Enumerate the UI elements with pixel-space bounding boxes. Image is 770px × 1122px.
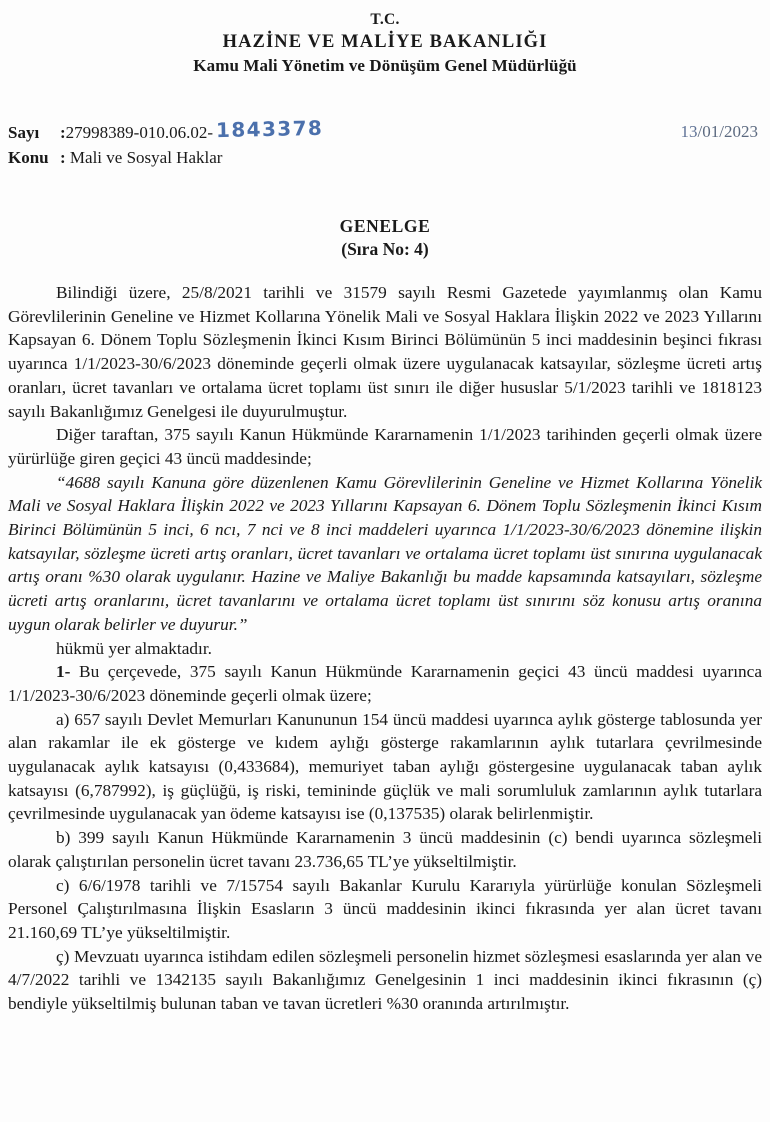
document-body — [8, 281, 762, 1016]
document-title — [8, 215, 762, 261]
document-date-day: 13 — [680, 122, 698, 141]
document-meta — [8, 115, 762, 169]
paragraph-item-c: c) 6/6/1978 tarihli ve 7/15754 sayılı Bakanlar Kurulu Kararıyla yürürlüğe konulan Sözleşmeli Personel Çalıştırılmasına İlişkin Esasların 3 üncü maddesinin ikinci fıkrasında yer alan ücret tavanı 21.160,69 TL’ye yükseltilmiştir. — [8, 875, 762, 942]
document-序-number: (Sıra No: 4) — [341, 239, 429, 259]
letterhead-ministry: HAZİNE VE MALİYE BAKANLIĞI — [222, 32, 548, 52]
konu-separator: : — [60, 148, 66, 167]
konu-value: Mali ve Sosyal Haklar — [69, 148, 223, 167]
paragraph-item-b: b) 399 sayılı Kanun Hükmünde Kararnamenin 3 üncü maddesinin (c) bendi uyarınca sözleşmeli olarak çalıştırılan personelin ücret tavanı 23.736,65 TL’ye yükseltilmiştir. — [8, 828, 762, 871]
sayi-label: Sayı — [8, 123, 40, 142]
paragraph-intro: Bilindiği üzere, 25/8/2021 tarihli ve 31579 sayılı Resmi Gazetede yayımlanmış olan Kamu Görevlilerinin Geneline ve Hizmet Kollarına Yönelik Mali ve Sosyal Haklara İlişkin 2022 ve 2023 Yıllarını Kapsayan 6. Dönem Toplu Sözleşmenin İkinci Kısım Birinci Bölümünün 5 inci maddesinin beşinci fıkrası uyarınca 1/1/2023-30/6/2023 döneminde geçerli olmak üzere uygulanacak katsayılar, sözleşme ücreti artış oranları, ücret tavanları ve ortalama ücret toplamı üst sınırı ile diğer hususlar 5/1/2023 tarihli ve 1818123 sayılı Bakanlığımız Genelgesi ile duyurulmuştur. — [8, 283, 762, 421]
document-date — [681, 119, 758, 144]
paragraph-item-cedilla-c: ç) Mevzuatı uyarınca istihdam edilen sözleşmeli personelin hizmet sözleşmesi esaslarında yer alan ve 4/7/2022 tarihli ve 1342135 sayılı Bakanlığımız Genelgesinin 1 inci maddesinin ikinci fıkrasının (ç) bendiyle yükseltilmiş bulunan taban ve tavan ücretleri %30 oranında artırılmıştır. — [8, 946, 762, 1014]
document-date-rest: /01/2023 — [697, 122, 758, 141]
paragraph-item-a: a) 657 sayılı Devlet Memurları Kanununun 154 üncü maddesi uyarınca aylık gösterge tablosunda yer alan rakamlar ile ek gösterge ve kıdem aylığı gösterge rakamlarının aylık tutarlara çevrilmesinde uygulanacak aylık katsayısı (0,433684), memuriyet taban aylığı göstergesine uygulanacak taban aylık katsayısı (6,787992), iş güçlüğü, iş riski, temininde güçlük ve mali sorumluluk zamlarının aylık tutarlara çevrilmesinde uygulanacak yan ödeme katsayısı ise (0,137535) olarak belirlenmiştir. — [8, 709, 762, 824]
letterhead-directorate: Kamu Mali Yönetim ve Dönüşüm Genel Müdürlüğü — [193, 56, 577, 75]
item-1-marker: 1- — [56, 662, 71, 682]
sayi-handwritten-number: 1843378 — [215, 115, 324, 143]
item-1-text: Bu çerçevede, 375 sayılı Kanun Hükmünde Kararnamenin geçici 43 üncü maddesi uyarınca 1/1/2023-30/6/2023 döneminde geçerli olmak üzere; — [8, 662, 762, 705]
letterhead — [8, 6, 762, 77]
sayi-value: 27998389-010.06.02- — [65, 123, 213, 142]
konu-row — [8, 145, 762, 170]
paragraph-other-hand: Diğer taraftan, 375 sayılı Kanun Hükmünde Kararnamenin 1/1/2023 tarihinden geçerli olmak üzere yürürlüğe giren geçici 43 üncü maddesinde; — [8, 425, 762, 468]
letterhead-tc: T.C. — [370, 11, 400, 28]
paragraph-item-1 — [8, 660, 762, 707]
konu-label: Konu — [8, 148, 49, 167]
paragraph-provision-note: hükmü yer almaktadır. — [56, 638, 212, 658]
sayi-row — [8, 115, 762, 145]
page-title: GENELGE — [339, 216, 431, 236]
paragraph-quoted-law: “4688 sayılı Kanuna göre düzenlenen Kamu Görevlilerinin Geneline ve Hizmet Kollarına Yönelik Mali ve Sosyal Haklara İlişkin 2022 ve 2023 Yıllarını Kapsayan 6. Dönem Toplu Sözleşmenin İkinci Kısım Birinci Bölümünün 5 inci, 6 ncı, 7 nci ve 8 inci maddeleri uyarınca 1/1/2023-30/6/2023 dönemine ilişkin katsayılar, sözleşme ücreti artış oranları, ücret tavanları ve ortalama ücret toplamı üst sınırına uygulanacak artış oranı %30 olarak uygulanır. Hazine ve Maliye Bakanlığı bu madde kapsamında katsayıları, sözleşme ücreti artış oranlarını, ücret tavanlarını ve ortalama ücret toplamı üst sınırını söz konusu artış oranına uygun olarak belirler ve duyurur.” — [8, 472, 762, 634]
sayi-separator: : — [60, 123, 66, 142]
